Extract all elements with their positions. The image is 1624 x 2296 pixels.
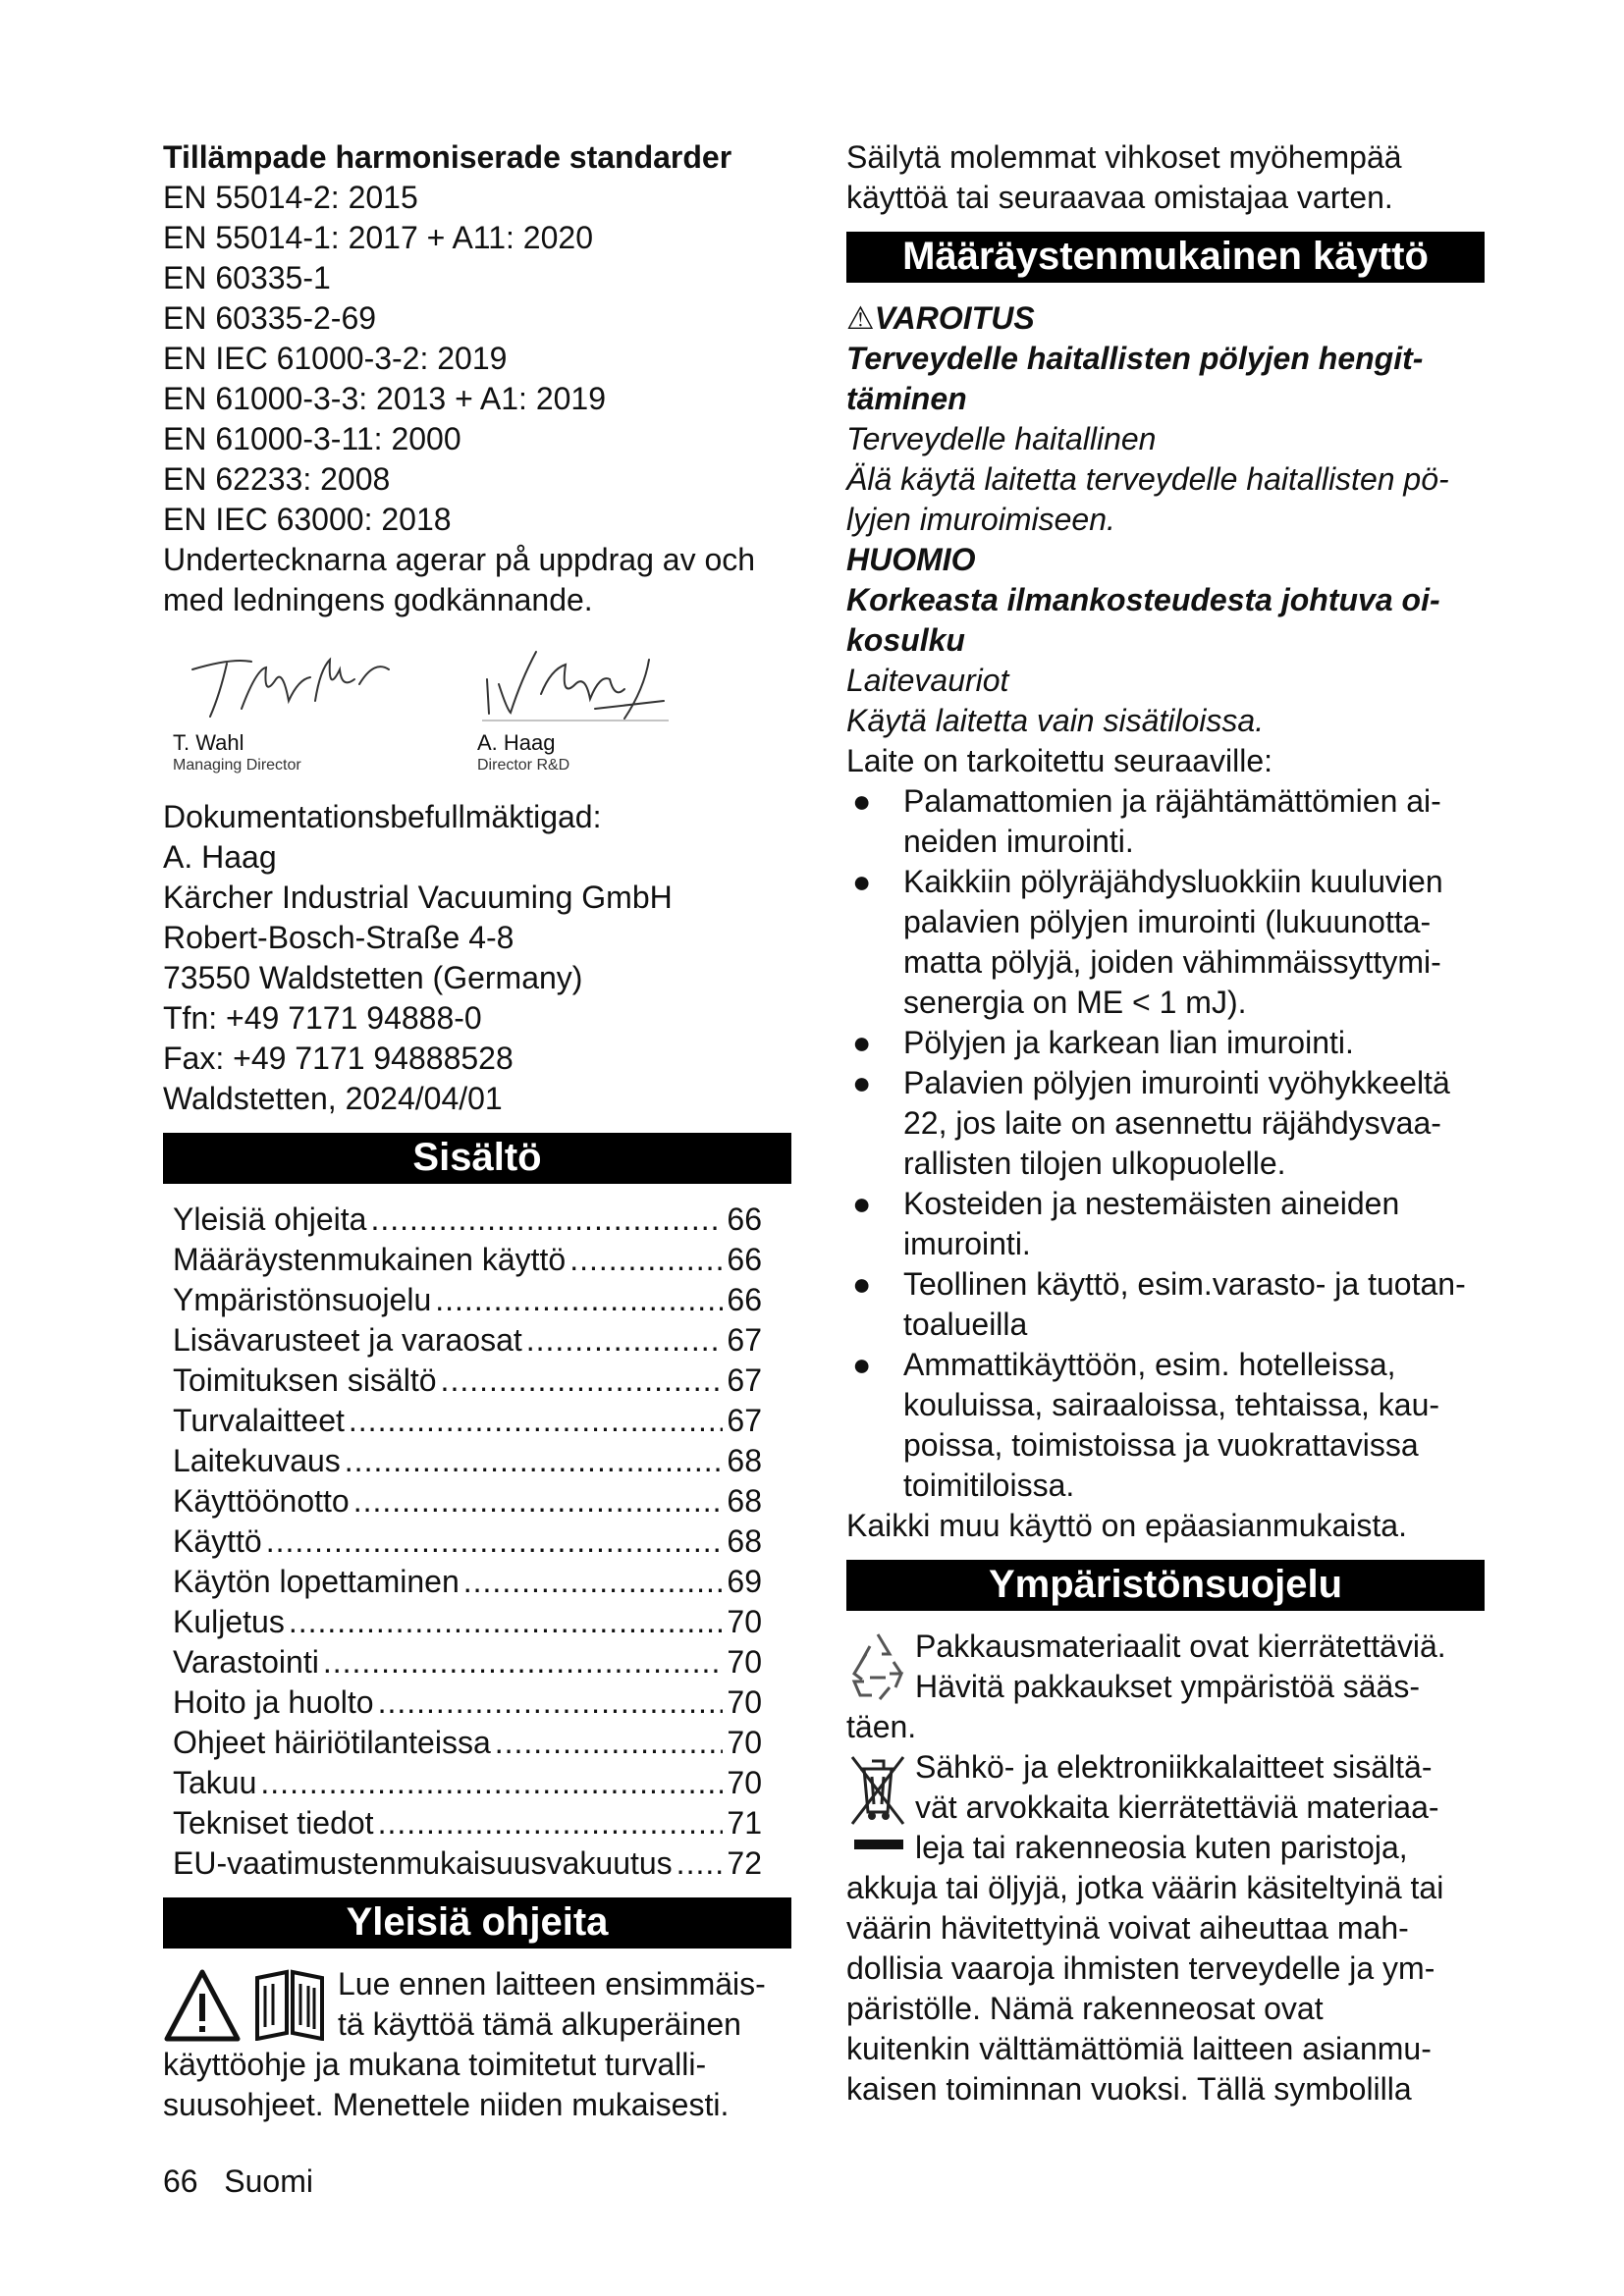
general-text: Lue ennen laitteen ensimmäis- — [338, 1966, 766, 2002]
toc-entry-page: 68 — [727, 1523, 762, 1559]
toc-entry-page: 68 — [727, 1443, 762, 1478]
weee-text: leja tai rakenneosia kuten paristoja, — [915, 1830, 1408, 1865]
weee-block — [846, 1747, 1485, 2109]
toc-entry[interactable] — [173, 1320, 762, 1361]
signature-haag — [477, 640, 703, 775]
standard-item: EN 55014-2: 2015 — [163, 180, 418, 215]
toc-entry[interactable] — [173, 1441, 762, 1481]
signatory-role: Director R&D — [477, 757, 570, 774]
toc-entry-label: Varastointi — [173, 1644, 319, 1680]
toc-entry-label: Tekniset tiedot — [173, 1805, 374, 1841]
list-item: ● Kosteiden ja nestemäisten aineiden imurointi. — [852, 1186, 1400, 1261]
recycling-block — [846, 1627, 1485, 1747]
toc-entry[interactable] — [173, 1723, 762, 1763]
standard-item: EN 55014-1: 2017 + A11: 2020 — [163, 220, 593, 255]
general-heading: Yleisiä ohjeita — [163, 1897, 791, 1949]
toc-entry-label: Käytön lopettaminen — [173, 1564, 460, 1599]
warning-sign-icon: ⚠ — [846, 300, 875, 336]
notice-text: Laitevauriot — [846, 663, 1009, 698]
signatories-text: med ledningens godkännande. — [163, 582, 593, 617]
toc-entry-page: 71 — [727, 1805, 762, 1841]
recycling-text: Pakkausmateriaalit ovat kierrätettäviä. — [915, 1629, 1446, 1664]
toc-entry-page: 67 — [727, 1362, 762, 1398]
toc-entry-label: Kuljetus — [173, 1604, 285, 1639]
documentation-line: Dokumentationsbefullmäktigad: — [163, 799, 602, 834]
handwritten-signature-wahl — [173, 640, 399, 728]
warning-text: lyjen imuroimiseen. — [846, 502, 1115, 537]
warning-text: Älä käytä laitetta terveydelle haitallisten pö- — [846, 461, 1449, 497]
list-item: ● Palavien pölyjen imurointi vyöhykkeeltä 22, jos laite on asennettu räjähdysvaa- rallisten tilojen ulkopuolelle. — [852, 1065, 1450, 1181]
standards-list — [163, 178, 791, 540]
toc-entry[interactable] — [173, 1481, 762, 1522]
toc-heading: Sisältö — [163, 1133, 791, 1184]
standard-item: EN 61000-3-11: 2000 — [163, 421, 461, 456]
page-footer — [163, 2162, 313, 2201]
warning-title: Terveydelle haitallisten pölyjen hengit- — [846, 341, 1424, 376]
weee-text: kuitenkin välttämättömiä laitteen asianmu- — [846, 2031, 1432, 2066]
documentation-line: A. Haag — [163, 839, 277, 875]
handwritten-signature-haag — [477, 640, 703, 728]
list-item: ● Palamattomien ja räjähtämättömien ai- neiden imurointi. — [852, 783, 1441, 859]
warning-label: ⚠VAROITUS — [846, 300, 1035, 336]
signature-block — [163, 640, 791, 787]
toc-entry[interactable] — [173, 1763, 762, 1803]
toc-entry[interactable] — [173, 1642, 762, 1682]
footer-language: Suomi — [224, 2163, 313, 2199]
toc-entry-page: 70 — [727, 1684, 762, 1720]
standards-title: Tillämpade harmoniserade standarder — [163, 139, 732, 175]
toc-entry-page: 66 — [727, 1282, 762, 1317]
documentation-line: Robert-Bosch-Straße 4-8 — [163, 920, 514, 955]
list-item: ● Ammattikäyttöön, esim. hotelleissa, kouluissa, sairaaloissa, tehtaissa, kau- poissa, toimistoissa ja vuokrattavissa toimitiloissa. — [852, 1347, 1440, 1503]
purpose-intro: Laite on tarkoitettu seuraaville: — [846, 743, 1273, 778]
toc-entry-label: Takuu — [173, 1765, 257, 1800]
toc-entry[interactable] — [173, 1401, 762, 1441]
toc-entry-page: 69 — [727, 1564, 762, 1599]
toc-entry-page: 67 — [727, 1322, 762, 1358]
toc-entry-label: Ohjeet häiriötilanteissa — [173, 1725, 491, 1760]
toc-entry[interactable] — [173, 1280, 762, 1320]
warning-title: täminen — [846, 381, 967, 416]
toc-entry-label: EU-vaatimustenmukaisuusvakuutus — [173, 1845, 673, 1881]
toc-entry-page: 70 — [727, 1644, 762, 1680]
purpose-list — [846, 781, 1485, 1506]
standard-item: EN 62233: 2008 — [163, 461, 391, 497]
weee-text: kaisen toiminnan vuoksi. Tällä symbolilla — [846, 2071, 1412, 2107]
standard-item: EN 60335-2-69 — [163, 300, 377, 336]
list-item: ● Teollinen käyttö, esim.varasto- ja tuotan- toalueilla — [852, 1266, 1466, 1342]
toc-entry-page: 68 — [727, 1483, 762, 1519]
toc-entry-label: Turvalaitteet — [173, 1403, 345, 1438]
general-text: tä käyttöä tämä alkuperäinen — [338, 2006, 741, 2042]
table-of-contents — [173, 1200, 762, 1884]
warning-triangle-icon — [163, 1968, 242, 2043]
notice-title: Korkeasta ilmankosteudesta johtuva oi- — [846, 582, 1440, 617]
weee-text: Sähkö- ja elektroniikkalaitteet sisältä- — [915, 1749, 1433, 1785]
toc-entry[interactable] — [173, 1602, 762, 1642]
toc-entry[interactable] — [173, 1200, 762, 1240]
toc-entry[interactable] — [173, 1803, 762, 1843]
toc-entry-page: 70 — [727, 1604, 762, 1639]
toc-entry-page: 66 — [727, 1201, 762, 1237]
toc-entry[interactable] — [173, 1240, 762, 1280]
recycling-icon — [846, 1629, 909, 1703]
other-use-text: Kaikki muu käyttö on epäasianmukaista. — [846, 1508, 1407, 1543]
notice-text: Käytä laitetta vain sisätiloissa. — [846, 703, 1265, 738]
toc-entry-label: Yleisiä ohjeita — [173, 1201, 367, 1237]
signatories-text: Undertecknarna agerar på uppdrag av och — [163, 542, 756, 577]
toc-entry-page: 70 — [727, 1765, 762, 1800]
standard-item: EN IEC 61000-3-2: 2019 — [163, 341, 508, 376]
warning-text: Terveydelle haitallinen — [846, 421, 1157, 456]
general-text: käyttöohje ja mukana toimitetut turvalli- — [163, 2047, 707, 2082]
toc-entry-page: 66 — [727, 1242, 762, 1277]
general-instructions — [163, 1964, 791, 2125]
environment-heading: Ympäristönsuojelu — [846, 1560, 1485, 1611]
crossed-bin-icon — [846, 1751, 909, 1867]
signatory-role: Managing Director — [173, 757, 301, 774]
toc-entry[interactable] — [173, 1682, 762, 1723]
weee-text: dollisia vaaroja ihmisten terveydelle ja ym- — [846, 1950, 1435, 1986]
notice-label: HUOMIO — [846, 542, 976, 577]
toc-entry-label: Käyttöönotto — [173, 1483, 350, 1519]
manual-book-icon — [253, 1964, 326, 2041]
documentation-line: Kärcher Industrial Vacuuming GmbH — [163, 880, 673, 915]
weee-text: akkuja tai öljyjä, jotka väärin käsiteltyinä tai — [846, 1870, 1444, 1905]
documentation-line: 73550 Waldstetten (Germany) — [163, 960, 583, 995]
page-number: 66 — [163, 2163, 198, 2199]
toc-entry-label: Toimituksen sisältö — [173, 1362, 437, 1398]
standard-item: EN IEC 63000: 2018 — [163, 502, 452, 537]
toc-entry-label: Hoito ja huolto — [173, 1684, 374, 1720]
toc-entry[interactable] — [173, 1361, 762, 1401]
toc-entry-page: 70 — [727, 1725, 762, 1760]
toc-entry-label: Ympäristönsuojelu — [173, 1282, 432, 1317]
intro-text: Säilytä molemmat vihkoset myöhempää — [846, 139, 1402, 175]
toc-entry-label: Laitekuvaus — [173, 1443, 341, 1478]
intro-text: käyttöä tai seuraavaa omistajaa varten. — [846, 180, 1393, 215]
toc-entry[interactable] — [173, 1843, 762, 1884]
signatory-name: T. Wahl — [173, 730, 244, 755]
standard-item: EN 60335-1 — [163, 260, 331, 295]
list-item: ● Pölyjen ja karkean lian imurointi. — [852, 1025, 1354, 1060]
standard-item: EN 61000-3-3: 2013 + A1: 2019 — [163, 381, 607, 416]
weee-text: väärin hävitettyinä voivat aiheuttaa mah- — [846, 1910, 1409, 1946]
weee-text: päristölle. Nämä rakenneosat ovat — [846, 1991, 1324, 2026]
signature-wahl — [173, 640, 399, 775]
toc-entry-label: Käyttö — [173, 1523, 262, 1559]
documentation-block — [163, 797, 791, 1119]
intended-use-heading: Määräystenmukainen käyttö — [846, 232, 1485, 283]
documentation-line: Waldstetten, 2024/04/01 — [163, 1081, 503, 1116]
toc-entry-label: Määräystenmukainen käyttö — [173, 1242, 567, 1277]
recycling-text: Hävitä pakkaukset ympäristöä sääs- — [915, 1669, 1420, 1704]
general-text: suusohjeet. Menettele niiden mukaisesti. — [163, 2087, 730, 2122]
toc-entry-page: 72 — [727, 1845, 762, 1881]
right-column — [846, 137, 1485, 2109]
toc-entry-label: Lisävarusteet ja varaosat — [173, 1322, 522, 1358]
general-icons — [163, 1964, 338, 2045]
list-item: ● Kaikkiin pölyräjähdysluokkiin kuuluvien palavien pölyjen imurointi (lukuunotta- matta pölyjä, joiden vähimmäissyttymi- senergia on ME < 1 mJ). — [852, 864, 1443, 1020]
weee-text: vät arvokkaita kierrätettäviä materiaa- — [915, 1789, 1439, 1825]
recycling-text: täen. — [846, 1709, 917, 1744]
toc-entry[interactable] — [173, 1522, 762, 1562]
documentation-line: Tfn: +49 7171 94888-0 — [163, 1000, 482, 1036]
left-column — [163, 137, 791, 2125]
toc-entry-page: 67 — [727, 1403, 762, 1438]
notice-title: kosulku — [846, 622, 965, 658]
toc-entry[interactable] — [173, 1562, 762, 1602]
documentation-line: Fax: +49 7171 94888528 — [163, 1041, 514, 1076]
signatory-name: A. Haag — [477, 730, 556, 755]
